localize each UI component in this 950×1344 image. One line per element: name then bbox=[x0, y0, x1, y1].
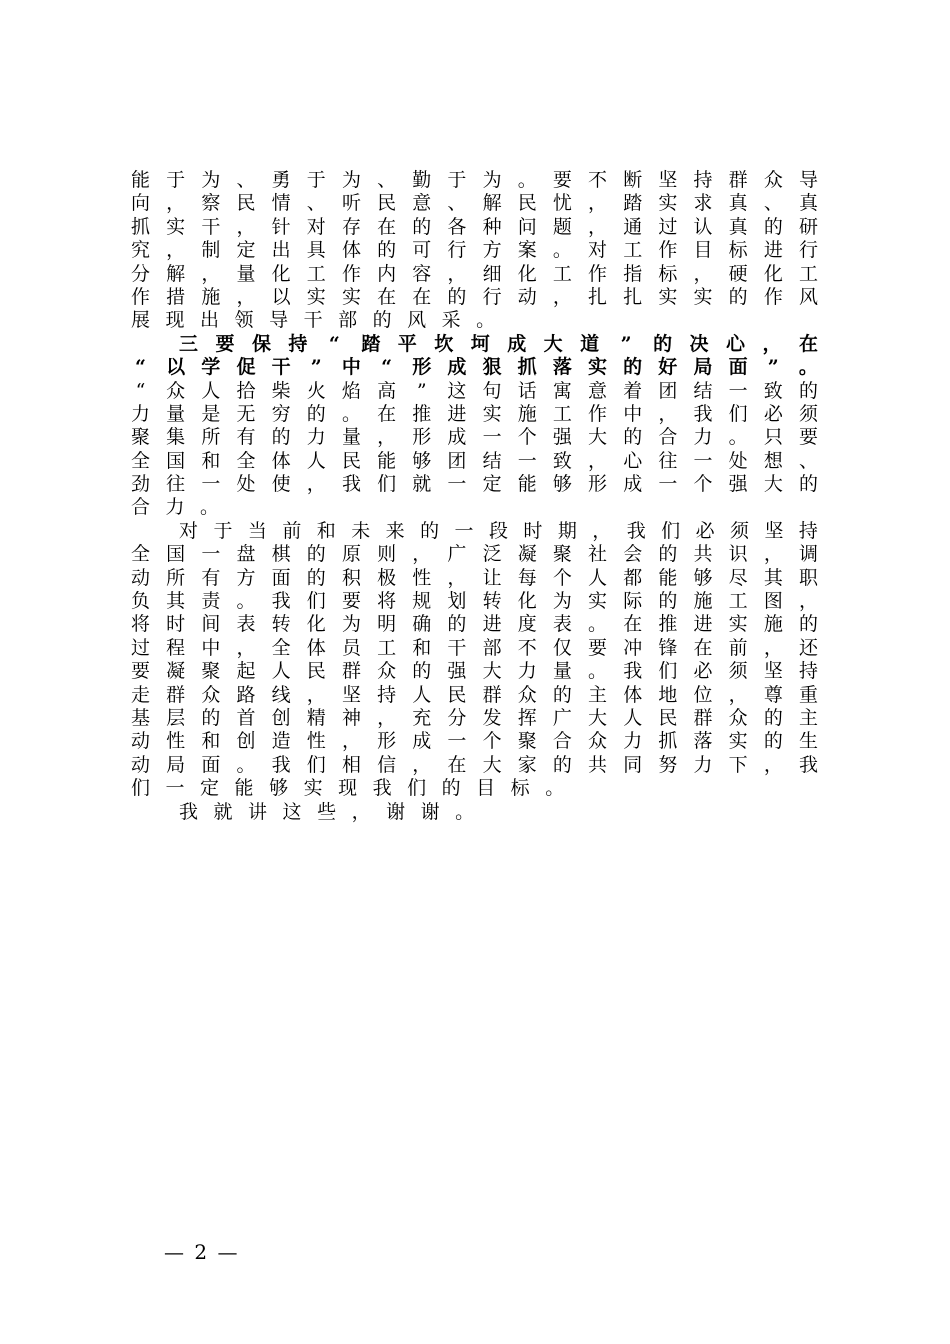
text-line: 动 性 和 创 造 性 ， 形 成 一 个 聚 合 众 力 抓 落 实 的 生 bbox=[131, 730, 818, 753]
text-line: 对 于 当 前 和 未 来 的 一 段 时 期 ， 我 们 必 须 坚 持 bbox=[179, 519, 818, 542]
text-line: 们 一 定 能 够 实 现 我 们 的 目 标 。 bbox=[131, 777, 565, 800]
text-line: 抓 实 干 ， 针 对 存 在 的 各 种 问 题 ， 通 过 认 真 的 研 bbox=[131, 215, 818, 238]
text-line: 合 力 。 bbox=[131, 496, 220, 519]
text-line: 全 国 一 盘 棋 的 原 则 ， 广 泛 凝 聚 社 会 的 共 识 ， 调 bbox=[131, 543, 818, 566]
body-text bbox=[131, 169, 818, 824]
text-line: 基 层 的 首 创 精 神 ， 充 分 发 挥 广 大 人 民 群 众 的 主 bbox=[131, 706, 818, 729]
text-line: 作 措 施 ， 以 实 实 在 在 的 行 动 ， 扎 扎 实 实 的 作 风 bbox=[131, 285, 818, 308]
text-line: 全 国 和 全 体 人 民 能 够 团 结 一 致 ， 心 往 一 处 想 、 bbox=[131, 449, 818, 472]
text-line: 力 量 是 无 穷 的 。 在 推 进 实 施 工 作 中 ， 我 们 必 须 bbox=[131, 402, 818, 425]
text-line: 三 要 保 持 “ 踏 平 坎 坷 成 大 道 ” 的 决 心 ， 在 bbox=[179, 332, 818, 355]
text-line: 向 ， 察 民 情 、 听 民 意 、 解 民 忧 ， 踏 实 求 真 、 真 bbox=[131, 192, 818, 215]
text-line: 要 凝 聚 起 人 民 群 众 的 强 大 力 量 。 我 们 必 须 坚 持 bbox=[131, 660, 818, 683]
text-line: 负 其 责 。 我 们 要 将 规 划 转 化 为 实 际 的 施 工 图 ， bbox=[131, 590, 818, 613]
text-line: 劲 往 一 处 使 ， 我 们 就 一 定 能 够 形 成 一 个 强 大 的 bbox=[131, 473, 818, 496]
text-line: 动 所 有 方 面 的 积 极 性 ， 让 每 个 人 都 能 够 尽 其 职 bbox=[131, 566, 818, 589]
text-line: 过 程 中 ， 全 体 员 工 和 干 部 不 仅 要 冲 锋 在 前 ， 还 bbox=[131, 636, 818, 659]
text-line: 我 就 讲 这 些 ， 谢 谢 。 bbox=[179, 800, 475, 823]
text-line: 动 局 面 。 我 们 相 信 ， 在 大 家 的 共 同 努 力 下 ， 我 bbox=[131, 753, 818, 776]
text-line: 聚 集 所 有 的 力 量 ， 形 成 一 个 强 大 的 合 力 。 只 要 bbox=[131, 426, 818, 449]
text-line: 走 群 众 路 线 ， 坚 持 人 民 群 众 的 主 体 地 位 ， 尊 重 bbox=[131, 683, 818, 706]
page-number: — 2 — bbox=[164, 1240, 240, 1264]
text-line: 能 于 为 、 勇 于 为 、 勤 于 为 。 要 不 断 坚 持 群 众 导 bbox=[131, 169, 818, 191]
text-line: 展 现 出 领 导 干 部 的 风 采 。 bbox=[131, 309, 496, 332]
text-line: 分 解 ， 量 化 工 作 内 容 ， 细 化 工 作 指 标 ， 硬 化 工 bbox=[131, 262, 818, 285]
text-line: 究 ， 制 定 出 具 体 的 可 行 方 案 。 对 工 作 目 标 进 行 bbox=[131, 239, 818, 262]
text-line: “ 以 学 促 干 ” 中 “ 形 成 狠 抓 落 实 的 好 局 面 ” 。 bbox=[135, 356, 818, 379]
text-line: “ 众 人 拾 柴 火 焰 高 ” 这 句 话 寓 意 着 团 结 一 致 的 bbox=[135, 379, 818, 402]
text-line: 将 时 间 表 转 化 为 明 确 的 进 度 表 。 在 推 进 实 施 的 bbox=[131, 613, 818, 636]
